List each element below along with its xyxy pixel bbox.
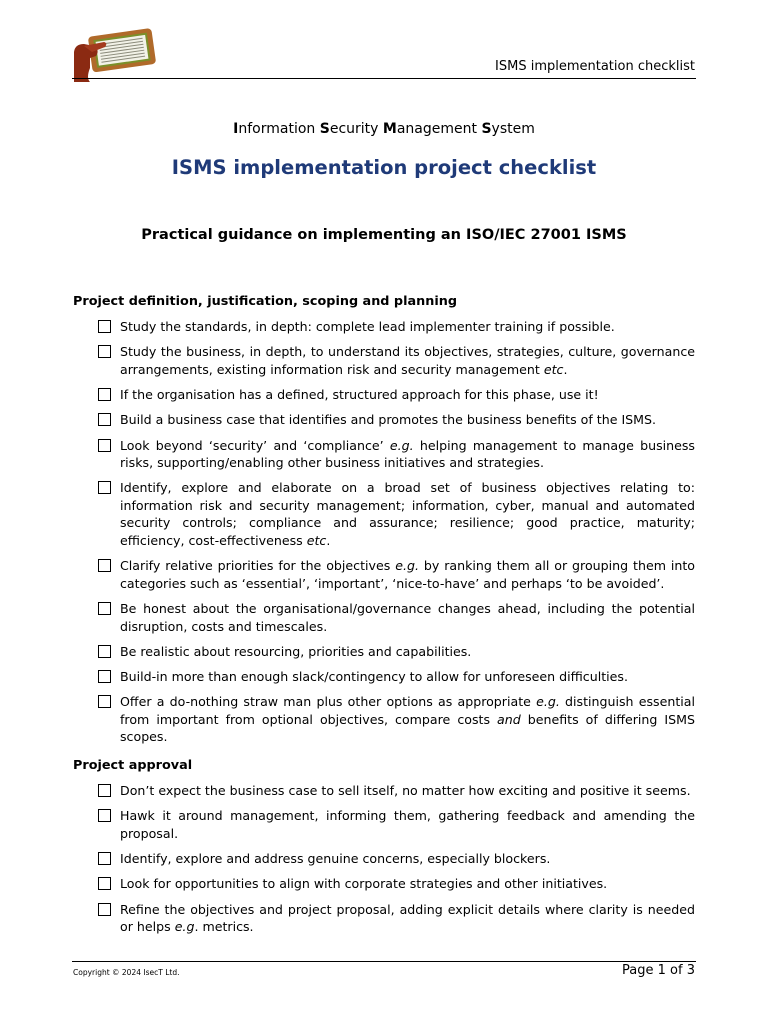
checkbox[interactable] — [98, 695, 111, 708]
footer-divider — [72, 961, 696, 962]
emphasis-text: etc — [543, 361, 564, 377]
subject-word-rest: anagement — [396, 121, 482, 137]
checklist-item-text — [120, 643, 695, 661]
section-heading: Project approval — [73, 757, 193, 773]
checklist-item-text — [120, 850, 695, 868]
subject-word-rest: ystem — [491, 121, 535, 137]
text-segment: . metrics. — [194, 919, 254, 935]
header-divider — [72, 78, 696, 79]
text-segment: If the organisation has a defined, structured approach for this phase, use it! — [120, 387, 599, 403]
text-segment: Be honest about the organisational/governance changes ahead, including the potential disruption, costs and timescales. — [120, 601, 695, 634]
checklist-item-text — [120, 318, 695, 336]
checkbox[interactable] — [98, 877, 111, 890]
subject-initial: I — [233, 121, 239, 137]
checklist-item — [73, 437, 695, 472]
checklist-item — [73, 693, 695, 746]
text-segment: . — [563, 361, 568, 377]
checklist-item — [73, 782, 695, 800]
checklist-item — [73, 643, 695, 661]
subject-word-rest: nformation — [238, 121, 320, 137]
checklist-item — [73, 343, 695, 378]
checklist-item — [73, 807, 695, 842]
subject-initial: S — [481, 121, 492, 137]
checklist-item — [73, 411, 695, 429]
checklist-item-text — [120, 693, 695, 746]
checkbox[interactable] — [98, 481, 111, 494]
subject-word-rest: ecurity — [329, 121, 383, 137]
text-segment: Study the standards, in depth: complete lead implementer training if possible. — [120, 319, 615, 334]
text-segment: Look beyond ‘security’ and ‘compliance’ — [120, 437, 390, 453]
checklist-item — [73, 479, 695, 549]
text-segment: helping management to manage business risks, supporting/enabling other business initiatives and strategies. — [120, 437, 695, 471]
checklist — [73, 782, 695, 936]
header-title: ISMS implementation checklist — [495, 59, 695, 74]
checkbox[interactable] — [98, 439, 111, 452]
subject-initial: S — [319, 121, 330, 137]
text-segment: Clarify relative priorities for the objectives — [120, 558, 396, 574]
text-segment: Look for opportunities to align with corporate strategies and other initiatives. — [120, 876, 608, 892]
checklist-item-text — [120, 875, 695, 893]
text-segment: Study the business, in depth, to understand its objectives, strategies, culture, governance arrangements, existing information risk and security management — [120, 344, 695, 377]
text-segment: Offer a do-nothing straw man plus other options as appropriate — [120, 694, 537, 710]
document-subject — [0, 121, 768, 137]
checklist-item-text — [120, 668, 695, 686]
checklist-item-text — [120, 411, 695, 429]
checkbox[interactable] — [98, 903, 111, 916]
emphasis-text: and — [497, 711, 521, 727]
text-segment: Refine the objectives and project proposal, adding explicit details where clarity is needed or helps — [120, 901, 695, 935]
text-segment: Build-in more than enough slack/contingency to allow for unforeseen difficulties. — [120, 669, 628, 685]
checklist-item — [73, 318, 695, 336]
checklist-item — [73, 600, 695, 635]
checkbox[interactable] — [98, 645, 111, 658]
checklist-item — [73, 668, 695, 686]
checkbox[interactable] — [98, 670, 111, 683]
checklist-item-text — [120, 437, 695, 472]
checkbox[interactable] — [98, 852, 111, 865]
text-segment: by ranking them all or grouping them into categories such as ‘essential’, ‘important’, ‘nice-to-have’ and perhaps ‘to be avoided’. — [120, 558, 695, 591]
text-segment: benefits of differing ISMS scopes. — [120, 711, 695, 745]
checklist-item-text — [120, 557, 695, 592]
text-segment: Identify, explore and elaborate on a broad set of business objectives relating to: information risk and security management; information, cyber, manual and automated security controls; compliance and assurance; resilience; good practice, maturity; efficiency, cost-effectiveness — [120, 480, 695, 548]
checklist-item — [73, 875, 695, 893]
checkbox[interactable] — [98, 345, 111, 358]
checkbox[interactable] — [98, 809, 111, 822]
text-segment: Identify, explore and address genuine concerns, especially blockers. — [120, 851, 551, 867]
checklist-item-text — [120, 343, 695, 378]
emphasis-text: e.g. — [389, 437, 414, 453]
text-segment: Be realistic about resourcing, priorities and capabilities. — [120, 643, 472, 659]
document-title: ISMS implementation project checklist — [171, 156, 597, 179]
checklist-item-text — [120, 782, 695, 800]
text-segment: Don’t expect the business case to sell itself, no matter how exciting and positive it seems. — [120, 782, 691, 798]
checklist-content — [73, 293, 695, 936]
checkbox[interactable] — [98, 602, 111, 615]
checklist-item-text — [120, 901, 695, 936]
emphasis-text: e.g — [174, 919, 195, 935]
checklist-item — [73, 557, 695, 592]
page-number: Page 1 of 3 — [622, 963, 695, 978]
checklist-item-text — [120, 479, 695, 549]
checklist-item — [73, 386, 695, 404]
checkbox[interactable] — [98, 320, 111, 333]
emphasis-text: e.g. — [536, 694, 560, 710]
text-segment: Build a business case that identifies and promotes the business benefits of the ISMS. — [120, 412, 657, 428]
text-segment: Hawk it around management, informing them, gathering feedback and amending the proposal. — [120, 808, 695, 841]
checkbox[interactable] — [98, 559, 111, 572]
emphasis-text: etc — [306, 532, 327, 548]
emphasis-text: e.g. — [395, 558, 419, 574]
checklist-item-text — [120, 386, 695, 404]
checklist-item-text — [120, 807, 695, 842]
section-heading: Project definition, justification, scoping and planning — [73, 294, 457, 309]
checklist-item-text — [120, 600, 695, 635]
checkbox[interactable] — [98, 388, 111, 401]
document-subtitle: Practical guidance on implementing an ISO/IEC 27001 ISMS — [141, 227, 627, 243]
checklist-item — [73, 901, 695, 936]
checkbox[interactable] — [98, 784, 111, 797]
subject-initial: M — [382, 121, 397, 137]
copyright-notice: Copyright © 2024 IsecT Ltd. — [73, 968, 180, 977]
checkbox[interactable] — [98, 413, 111, 426]
hand-holding-tablet-icon — [72, 28, 158, 82]
text-segment: distinguish essential from important from optional objectives, compare costs — [120, 694, 695, 727]
checklist-item — [73, 850, 695, 868]
text-segment: . — [326, 532, 331, 548]
checklist — [73, 318, 695, 746]
